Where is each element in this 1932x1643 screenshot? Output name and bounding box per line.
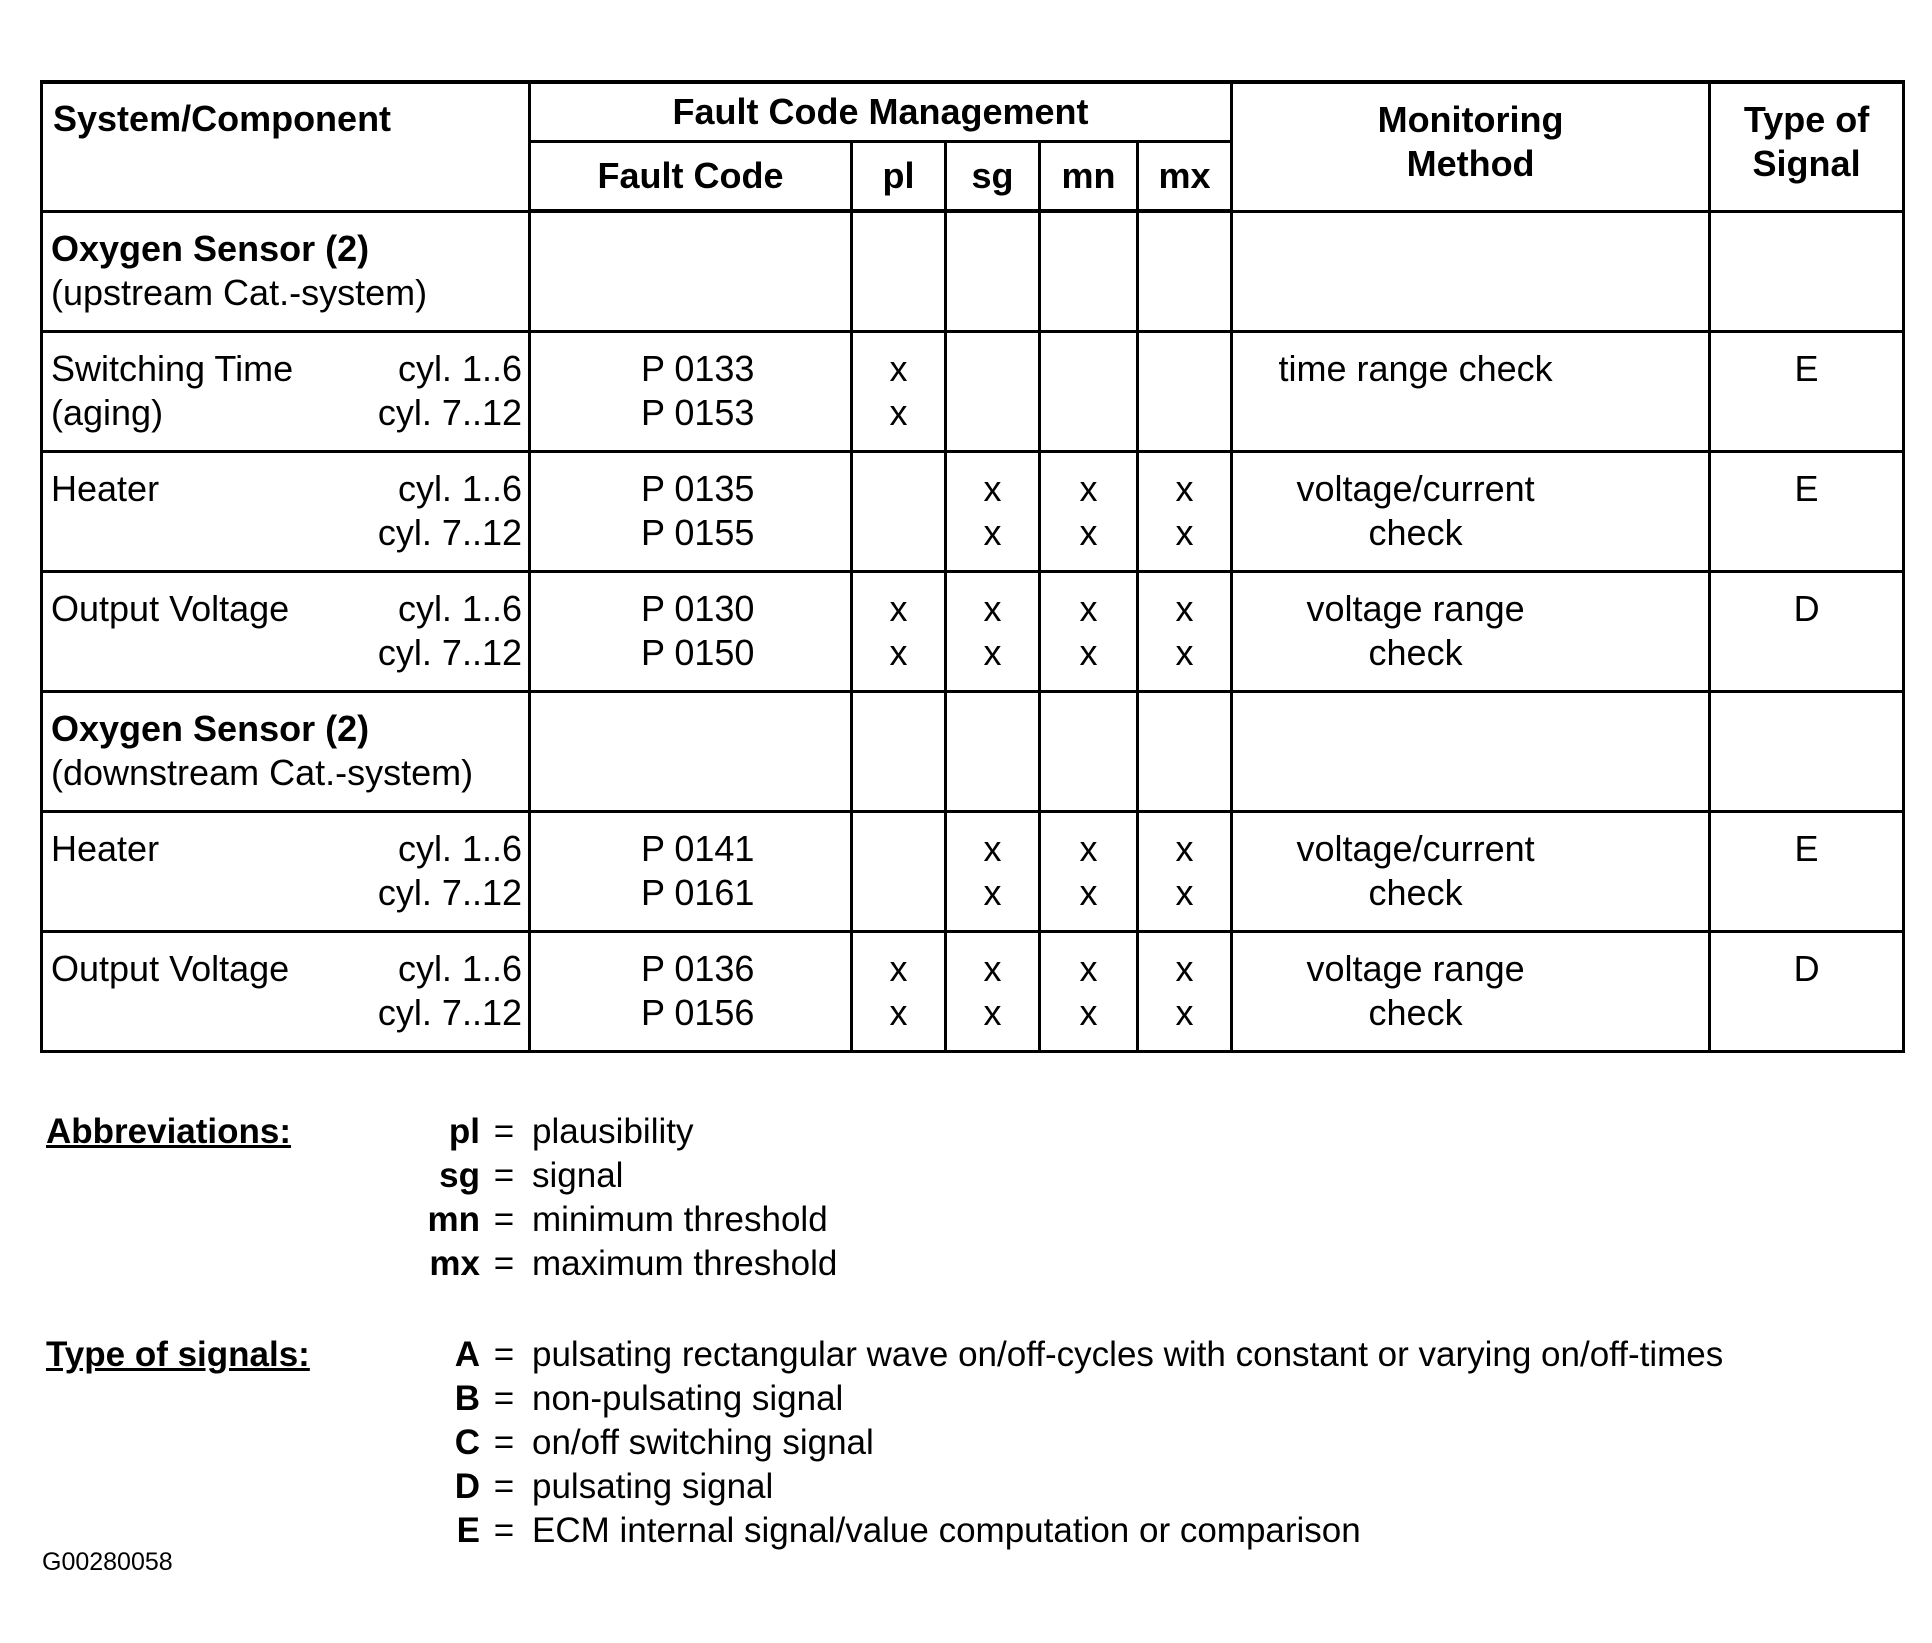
section-title: Oxygen Sensor (2) — [51, 227, 370, 269]
fault-code: P 0133 — [641, 348, 755, 389]
empty-cell — [852, 211, 946, 332]
component-cell — [42, 452, 530, 572]
pl-value — [853, 467, 944, 511]
sg-value: x — [983, 992, 1002, 1033]
sg-value: x — [983, 948, 1002, 989]
pl-cell — [852, 812, 946, 932]
abbreviations-heading: Abbreviations: — [46, 1112, 292, 1151]
empty-cell — [946, 211, 1040, 332]
mx-cell — [1138, 452, 1232, 572]
mn-value: x — [1079, 632, 1098, 673]
header-mn: mn — [1040, 142, 1138, 212]
mn-value: x — [1079, 828, 1098, 869]
empty-cell — [1232, 692, 1710, 812]
section-subtitle: (upstream Cat.-system) — [51, 271, 428, 313]
fault-code: P 0156 — [641, 992, 755, 1033]
monitoring-method: voltage range — [1306, 948, 1525, 989]
sg-cell — [946, 932, 1040, 1052]
fault-code: P 0130 — [641, 588, 755, 629]
section-subtitle: (downstream Cat.-system) — [51, 752, 474, 793]
monitoring-method: time range check — [1278, 348, 1553, 389]
header-fault-code: Fault Code — [530, 142, 852, 212]
pl-value: x — [889, 588, 908, 629]
fault-code: P 0155 — [641, 512, 755, 553]
signal-types-value: non-pulsating signal — [532, 1379, 844, 1418]
table-row — [42, 452, 1904, 572]
signal-type: E — [1794, 468, 1819, 509]
fault-code: P 0153 — [641, 392, 755, 433]
fault-code-cell — [530, 332, 852, 452]
component-line — [51, 347, 522, 391]
abbreviations-equals: = — [493, 1156, 515, 1195]
cylinder-range: cyl. 7..12 — [377, 392, 522, 433]
fault-code: P 0150 — [641, 632, 755, 673]
mx-value — [1139, 391, 1230, 435]
mn-value: x — [1079, 872, 1098, 913]
signal-type: D — [1793, 948, 1820, 989]
empty-cell — [1710, 692, 1904, 812]
signal-types-equals: = — [493, 1511, 515, 1550]
sg-value: x — [983, 468, 1002, 509]
mn-cell — [1040, 452, 1138, 572]
sg-cell — [946, 812, 1040, 932]
empty-cell — [1138, 692, 1232, 812]
mx-cell — [1138, 572, 1232, 692]
mn-value: x — [1079, 468, 1098, 509]
section-row — [42, 211, 1904, 332]
fault-code: P 0136 — [641, 948, 755, 989]
monitoring-method-cell — [1232, 572, 1710, 692]
mn-value: x — [1079, 992, 1098, 1033]
mx-value: x — [1175, 512, 1194, 553]
table-row — [42, 332, 1904, 452]
mn-value — [1041, 347, 1136, 391]
table-row — [42, 572, 1904, 692]
abbreviations-equals: = — [493, 1244, 515, 1283]
signal-types-equals: = — [493, 1335, 515, 1374]
mx-value: x — [1175, 588, 1194, 629]
section-row — [42, 692, 1904, 812]
pl-value: x — [889, 348, 908, 389]
pl-cell — [852, 572, 946, 692]
monitoring-method: voltage/current — [1296, 468, 1535, 509]
cylinder-range: cyl. 7..12 — [377, 512, 522, 553]
table-body — [42, 211, 1904, 1052]
mx-value: x — [1175, 992, 1194, 1033]
mx-cell — [1138, 332, 1232, 452]
cylinder-range: cyl. 7..12 — [377, 992, 522, 1033]
mn-cell — [1040, 932, 1138, 1052]
abbreviations-value: signal — [532, 1156, 624, 1195]
monitoring-method: check — [1368, 512, 1463, 553]
monitoring-method — [1233, 391, 1598, 435]
sg-value — [947, 391, 1038, 435]
cylinder-range: cyl. 1..6 — [397, 948, 522, 989]
signal-types-equals: = — [493, 1467, 515, 1506]
mx-value: x — [1175, 872, 1194, 913]
sg-value: x — [983, 588, 1002, 629]
mn-cell — [1040, 332, 1138, 452]
pl-value: x — [889, 948, 908, 989]
cylinder-range: cyl. 1..6 — [397, 828, 522, 869]
empty-cell — [530, 692, 852, 812]
component-cell — [42, 332, 530, 452]
component-line — [51, 467, 522, 511]
section-title: Oxygen Sensor (2) — [51, 708, 370, 749]
mx-value: x — [1175, 828, 1194, 869]
sg-cell — [946, 332, 1040, 452]
abbreviations-key: mx — [429, 1244, 480, 1283]
component-cell — [42, 572, 530, 692]
cylinder-range: cyl. 1..6 — [397, 468, 522, 509]
sg-value: x — [983, 632, 1002, 673]
mn-cell — [1040, 812, 1138, 932]
figure-id: G00280058 — [42, 1548, 173, 1576]
mn-value: x — [1079, 588, 1098, 629]
sg-value: x — [983, 872, 1002, 913]
empty-cell — [1040, 211, 1138, 332]
monitoring-method: voltage range — [1306, 588, 1525, 629]
component-line — [51, 871, 522, 915]
cylinder-range: cyl. 7..12 — [377, 872, 522, 913]
table-row — [42, 932, 1904, 1052]
sg-value: x — [983, 828, 1002, 869]
monitoring-method-cell — [1232, 932, 1710, 1052]
fault-code-cell — [530, 572, 852, 692]
mx-value: x — [1175, 468, 1194, 509]
header-mx: mx — [1138, 142, 1232, 212]
empty-cell — [1040, 692, 1138, 812]
abbreviations-value: minimum threshold — [532, 1200, 828, 1239]
fault-code-cell — [530, 452, 852, 572]
component-line — [51, 991, 522, 1035]
mn-value — [1041, 391, 1136, 435]
component-line — [51, 631, 522, 675]
header-fault-code-management: Fault Code Management — [530, 82, 1232, 142]
signal-types-value: pulsating rectangular wave on/off-cycles with constant or varying on/off-times — [532, 1335, 1724, 1374]
mn-cell — [1040, 572, 1138, 692]
sg-value — [947, 347, 1038, 391]
mx-value: x — [1175, 632, 1194, 673]
monitoring-method: check — [1368, 632, 1463, 673]
mx-cell — [1138, 812, 1232, 932]
empty-cell — [530, 211, 852, 332]
pl-value — [853, 511, 944, 555]
abbreviations-value: plausibility — [532, 1112, 694, 1151]
mx-cell — [1138, 932, 1232, 1052]
signal-type-cell — [1710, 812, 1904, 932]
signal-type: E — [1794, 348, 1819, 389]
header-monitoring-line: Method — [1406, 143, 1535, 184]
monitoring-method: check — [1368, 992, 1463, 1033]
abbreviations-value: maximum threshold — [532, 1244, 838, 1283]
fault-code-cell — [530, 932, 852, 1052]
cylinder-range: cyl. 7..12 — [377, 632, 522, 673]
component-label: (aging) — [51, 392, 164, 433]
section-cell — [42, 692, 530, 812]
pl-cell — [852, 452, 946, 572]
header-monitoring-line: Monitoring — [1377, 99, 1564, 140]
component-cell — [42, 812, 530, 932]
sg-cell — [946, 572, 1040, 692]
pl-value: x — [889, 992, 908, 1033]
component-label: Heater — [51, 828, 160, 869]
pl-value — [853, 871, 944, 915]
header-system-component: System/Component — [42, 82, 530, 211]
header-pl: pl — [852, 142, 946, 212]
sg-cell — [946, 452, 1040, 572]
mn-value: x — [1079, 512, 1098, 553]
pl-cell — [852, 932, 946, 1052]
signal-type-cell — [1710, 452, 1904, 572]
signal-type: D — [1793, 588, 1820, 629]
component-line — [51, 391, 522, 435]
mx-value — [1139, 347, 1230, 391]
mn-value: x — [1079, 948, 1098, 989]
signal-types-equals: = — [493, 1379, 515, 1418]
signal-type-cell — [1710, 572, 1904, 692]
monitoring-method: voltage/current — [1296, 828, 1535, 869]
component-line — [51, 947, 522, 991]
signal-types-value: ECM internal signal/value computation or comparison — [532, 1511, 1361, 1550]
monitoring-method-cell — [1232, 452, 1710, 572]
header-signal-line: Type of — [1743, 99, 1870, 140]
fault-code: P 0141 — [641, 828, 755, 869]
signal-types-key: C — [454, 1423, 480, 1462]
fault-code-cell — [530, 812, 852, 932]
pl-cell — [852, 332, 946, 452]
empty-cell — [946, 692, 1040, 812]
abbreviations-key: sg — [439, 1156, 480, 1195]
empty-cell — [852, 692, 946, 812]
component-label: Output Voltage — [51, 588, 290, 629]
component-label: Output Voltage — [51, 948, 290, 989]
table-row — [42, 812, 1904, 932]
fault-code: P 0135 — [641, 468, 755, 509]
fault-code: P 0161 — [641, 872, 755, 913]
empty-cell — [1710, 211, 1904, 332]
mx-value: x — [1175, 948, 1194, 989]
monitoring-method: check — [1368, 872, 1463, 913]
header-type-of-signal — [1710, 82, 1904, 211]
abbreviations-equals: = — [493, 1112, 515, 1151]
component-label: Heater — [51, 468, 160, 509]
monitoring-method-cell — [1232, 332, 1710, 452]
component-cell — [42, 932, 530, 1052]
signal-types-key: B — [454, 1379, 480, 1418]
signal-types-key: D — [454, 1467, 480, 1506]
empty-cell — [1232, 211, 1710, 332]
abbreviations-key: mn — [427, 1200, 480, 1239]
empty-cell — [1138, 211, 1232, 332]
signal-types-key: E — [456, 1511, 480, 1550]
signal-types-value: on/off switching signal — [532, 1423, 874, 1462]
pl-value: x — [889, 392, 908, 433]
pl-value — [853, 827, 944, 871]
component-line — [51, 587, 522, 631]
section-cell — [42, 211, 530, 332]
pl-value: x — [889, 632, 908, 673]
sg-value: x — [983, 512, 1002, 553]
signal-type-cell — [1710, 332, 1904, 452]
component-label: Switching Time — [51, 348, 294, 389]
signal-type-cell — [1710, 932, 1904, 1052]
signal-types-value: pulsating signal — [532, 1467, 774, 1506]
signal-types-equals: = — [493, 1423, 515, 1462]
header-monitoring-method — [1232, 82, 1710, 211]
monitoring-method-cell — [1232, 812, 1710, 932]
abbreviations-key: pl — [448, 1112, 480, 1151]
header-signal-line: Signal — [1752, 143, 1861, 184]
component-line — [51, 827, 522, 871]
signal-types-heading: Type of signals: — [46, 1335, 310, 1374]
component-line — [51, 511, 522, 555]
fault-code-table — [40, 80, 1905, 1053]
cylinder-range: cyl. 1..6 — [397, 588, 522, 629]
cylinder-range: cyl. 1..6 — [397, 348, 522, 389]
signal-types-key: A — [454, 1335, 480, 1374]
header-sg: sg — [946, 142, 1040, 212]
signal-type: E — [1794, 828, 1819, 869]
abbreviations-equals: = — [493, 1200, 515, 1239]
